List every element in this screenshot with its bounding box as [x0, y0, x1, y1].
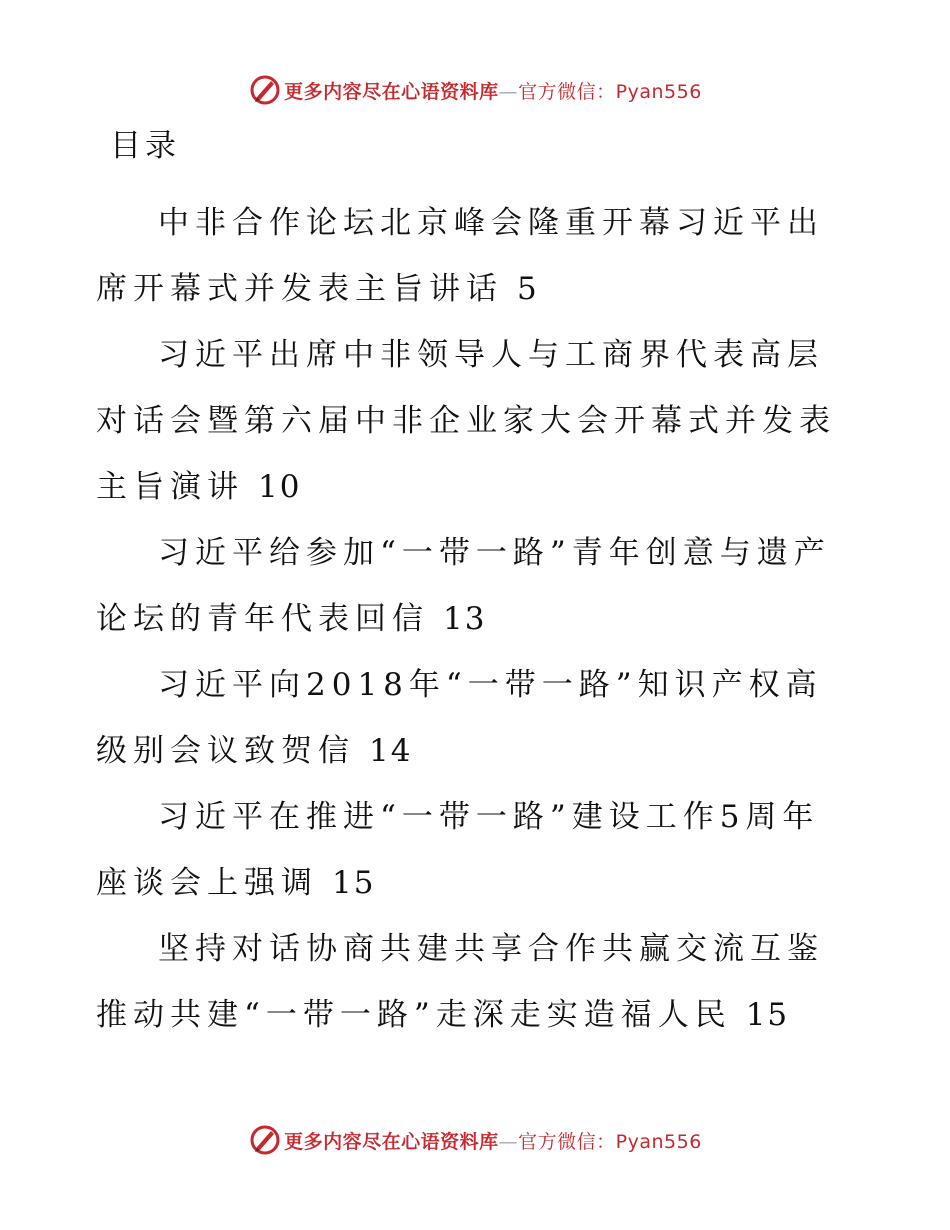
toc-entry-text: 习近平出席中非领导人与工商界代表高层对话会暨第六届中非企业家大会开幕式并发表主旨演讲 [96, 337, 836, 505]
banner-dash: — [498, 80, 519, 103]
banner-dash: — [498, 1130, 519, 1153]
toc-entry-page: 15 [745, 997, 790, 1033]
banner-text [284, 77, 702, 104]
footer-banner [0, 1120, 950, 1160]
banner-site-name: 更多内容尽在心语资料库 [284, 80, 499, 103]
toc-entry-page: 15 [332, 865, 376, 901]
toc-entry-text: 习近平给参加“一带一路”青年创意与遗产论坛的青年代表回信 [96, 535, 831, 637]
toc-entry[interactable] [96, 190, 856, 322]
toc-entry-text: 坚持对话协商共建共享合作共赢交流互鉴推动共建“一带一路”走深走实造福人民 [96, 931, 824, 1033]
toc-entry[interactable] [96, 916, 856, 1048]
banner-wechat: 官方微信：Pyan556 [518, 80, 702, 103]
banner-text [284, 1127, 702, 1154]
toc-list [96, 190, 856, 1048]
toc-entry-page: 13 [443, 601, 487, 637]
toc-entry[interactable] [96, 322, 856, 520]
toc-entry[interactable] [96, 784, 856, 916]
brush-logo-icon [248, 73, 282, 107]
toc-entry-page: 5 [517, 271, 539, 307]
banner-wechat: 官方微信：Pyan556 [518, 1130, 702, 1153]
toc-entry[interactable] [96, 652, 856, 784]
toc-entry-text: 习近平在推进“一带一路”建设工作5周年座谈会上强调 [96, 799, 820, 901]
header-banner [0, 70, 950, 110]
toc-title: 目录 [110, 128, 180, 164]
toc-entry-page: 10 [258, 469, 302, 505]
banner-site-name: 更多内容尽在心语资料库 [284, 1130, 499, 1153]
toc-entry-page: 14 [369, 733, 413, 769]
toc-entry-text: 中非合作论坛北京峰会隆重开幕习近平出席开幕式并发表主旨讲话 [96, 205, 824, 307]
toc-entry-text: 习近平向2018年“一带一路”知识产权高级别会议致贺信 [96, 667, 823, 769]
toc-entry[interactable] [96, 520, 856, 652]
brush-logo-icon [248, 1123, 282, 1157]
